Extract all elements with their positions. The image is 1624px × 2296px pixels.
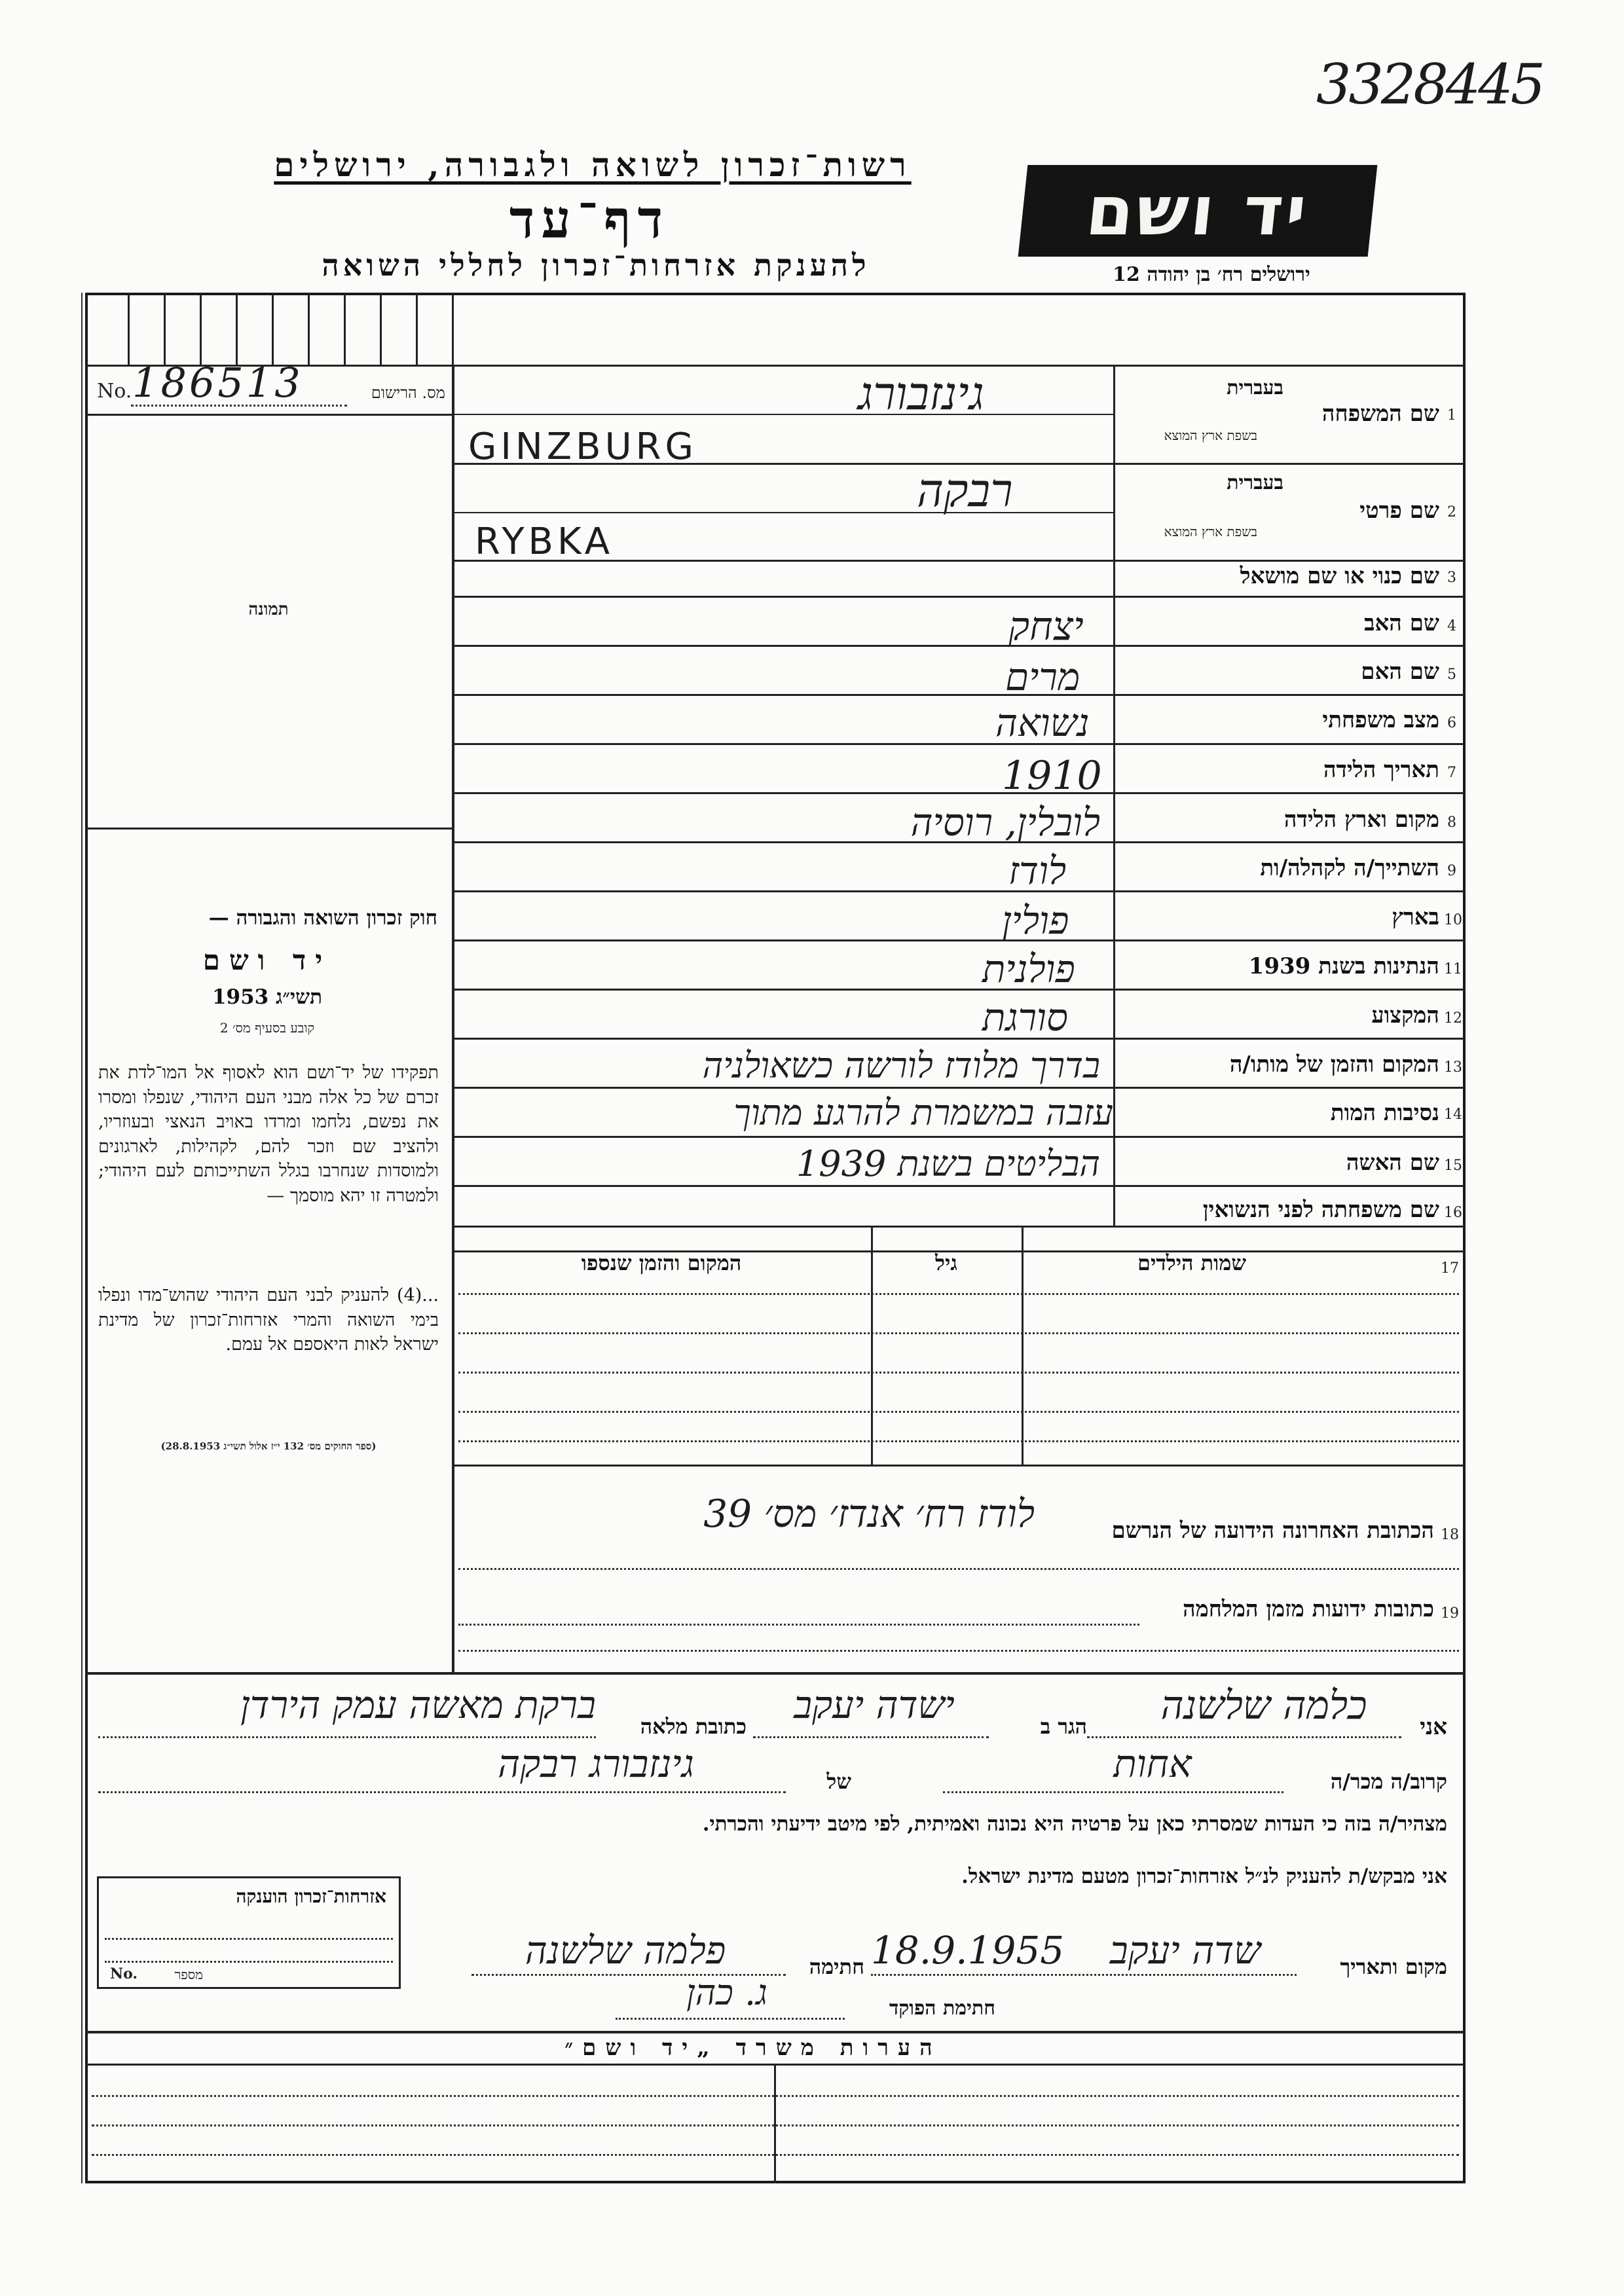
logo-text: יד ושם: [1082, 171, 1313, 251]
field-12-label: המקצוע: [1371, 1002, 1439, 1029]
field-8-number: 8: [1447, 814, 1456, 831]
authority-heading: רשות־זכרון לשואה ולגבורה, ירושלים: [274, 145, 912, 184]
photo-label: תמונה: [248, 600, 289, 619]
field-16-label: שם משפחתה לפני הנשואין: [1202, 1197, 1439, 1223]
decl-relative-label: קרוב/ה מכר/ה: [1330, 1769, 1447, 1794]
citizenship-number-label: מספר: [174, 1967, 203, 1982]
law-year: תשי״ג 1953: [212, 985, 323, 1009]
field-10-number: 10: [1444, 912, 1462, 928]
law-name: יד ושם: [202, 944, 332, 976]
field-18-label: הכתובת האחרונה הידועה של הנרשם: [1111, 1518, 1434, 1544]
field-9-number: 9: [1447, 863, 1456, 879]
field-7-number: 7: [1447, 765, 1456, 781]
field-3-number: 3: [1447, 570, 1456, 586]
form-title: דף־עד: [509, 189, 670, 250]
law-text-clause: ...(4) להעניק לבני העם היהודי שהוש־מדו ונפלו בימי השואה והמרי אזרחות־זכרון של מדינת ישראל לאות היאספם אל עמם.: [98, 1285, 439, 1355]
field-6-value: נשואה: [995, 701, 1090, 745]
field-11-number: 11: [1444, 961, 1462, 977]
decl-relative-value: אחות: [1113, 1741, 1192, 1786]
field-6-number: 6: [1447, 715, 1456, 731]
field-1-sub-hebrew: בעברית: [1227, 376, 1283, 399]
field-7-label: תאריך הלידה: [1323, 757, 1439, 783]
field-4-label: שם האב: [1364, 610, 1439, 636]
decl-resident-value: ישדה יעקב: [794, 1683, 955, 1727]
decl-address-value: ברקת מאשה עמק הירדן: [240, 1683, 596, 1727]
field-2-value-hebrew: רבקה: [917, 464, 1013, 517]
decl-officer-value: ג. כהן: [686, 1972, 767, 2013]
field-3-label: שם כנוי או שם מושאל: [1240, 563, 1439, 589]
citizenship-no-prefix: No.: [110, 1965, 138, 1982]
field-9-value: לודז: [1008, 848, 1067, 893]
field-5-label: שם האם: [1361, 659, 1439, 685]
field-2-number: 2: [1447, 504, 1456, 520]
field-10-label: בארץ: [1392, 904, 1439, 930]
field-5-value: מרים: [1005, 655, 1080, 699]
decl-signature-value: פלמה שלשנה: [525, 1928, 726, 1973]
office-notes-heading: הערות משרד „יד ושם״: [564, 2035, 942, 2061]
field-1-number: 1: [1447, 407, 1456, 424]
citizenship-title: אזרחות־זכרון הוענקה: [236, 1886, 386, 1907]
law-title: חוק זכרון השואה והגבורה —: [208, 906, 437, 930]
field-2-value-latin: RYBKA: [475, 520, 614, 563]
field-19-label: כתובות ידועות מזמן המלחמה: [1183, 1596, 1434, 1622]
field-15-number: 15: [1444, 1157, 1462, 1174]
field-1-value-latin: GINZBURG: [468, 426, 697, 468]
field-15-value: הבליטים בשנת 1939: [796, 1143, 1100, 1184]
decl-signature-label: חתימה: [809, 1954, 864, 1979]
field-7-value: 1910: [1002, 753, 1102, 799]
decl-officer-label: חתימת הפוקד: [889, 1997, 995, 2020]
field-11-value: פולנית: [982, 947, 1075, 991]
field-12-number: 12: [1444, 1010, 1462, 1027]
children-col-names: שמות הילדים: [1137, 1250, 1246, 1275]
field-13-number: 13: [1444, 1059, 1462, 1076]
field-15-label: שם האשה: [1346, 1150, 1439, 1176]
decl-ani-label: אני: [1420, 1714, 1447, 1740]
field-14-label: נסיבות המות: [1330, 1100, 1439, 1126]
law-text: תפקידו של יד־ושם הוא לאסוף אל המו־לדת את זכרם של כל אלה מבני העם היהודי, שנפלו ומסרו את נפשם, נלחמו ומרדו באויב הנאצי ובעוזריו, ולהציב שם וזכר להם, לקהילות, לארגונים ולמוסדות שנחרבו בגלל השתייכותם לעם היהודי; ולמטרה זו יהא מוסמך —: [98, 1063, 439, 1206]
field-14-number: 14: [1444, 1106, 1462, 1123]
field-6-label: מצב משפחתי: [1322, 707, 1439, 733]
form-subtitle: להענקת אזרחות־זכרון לחללי השואה: [322, 247, 870, 283]
decl-place-value: שדה יעקב: [1109, 1928, 1261, 1973]
registration-number: 186513: [132, 359, 303, 407]
field-1-sub-origin: בשפת ארץ המוצא: [1164, 428, 1257, 443]
field-18-value: לודז רח׳ אנדז׳ מס׳ 39: [703, 1491, 1035, 1536]
field-18-number: 18: [1441, 1527, 1459, 1543]
decl-of-value: גינזבורג רבקה: [498, 1741, 694, 1786]
children-col-place: המקום והזמן שנספו: [581, 1250, 742, 1275]
field-4-value: יצחק: [1008, 604, 1084, 649]
field-1-value-hebrew: גינזבורג: [858, 367, 984, 420]
field-2-sub-hebrew: בעברית: [1227, 471, 1283, 494]
field-17-number: 17: [1441, 1260, 1459, 1277]
field-14-value: עזבה במשמרת להרגע מתוך: [733, 1092, 1113, 1133]
field-5-number: 5: [1447, 666, 1456, 683]
field-10-value: פולין: [1002, 898, 1069, 943]
yad-vashem-logo: [1018, 165, 1378, 257]
registration-label: מס. הרישום: [371, 384, 445, 402]
archive-number: 3328445: [1316, 52, 1543, 117]
decl-address-label: כתובת מלאה: [640, 1714, 747, 1739]
field-1-label: שם המשפחה: [1321, 401, 1439, 427]
field-13-label: המקום והזמן של מותו/ה: [1229, 1051, 1439, 1078]
field-11-label: הנתינות בשנת 1939: [1248, 953, 1439, 979]
decl-place-date-label: מקום ותאריך: [1340, 1954, 1447, 1979]
field-8-value: לובלין, רוסיה: [910, 800, 1100, 845]
decl-request: אני מבקש/ת להעניק לנ״ל אזרחות־זכרון מטעם מדינת ישראל.: [961, 1865, 1447, 1888]
field-19-number: 19: [1441, 1605, 1459, 1622]
field-2-sub-origin: בשפת ארץ המוצא: [1164, 524, 1257, 539]
field-2-label: שם פרטי: [1359, 498, 1439, 524]
field-13-value: בדרך מלודז לורשה כשאולניה: [702, 1045, 1100, 1086]
header-address: ירושלים רח׳ בן יהודה 12: [1113, 263, 1310, 286]
decl-statement: מצהיר/ה בזה כי העדות שמסרתי כאן על פרטיה היא נכונה ואמיתית, לפי מיטב ידיעתי והכרתי.: [702, 1812, 1447, 1836]
children-col-age: גיל: [935, 1250, 957, 1275]
field-4-number: 4: [1447, 618, 1456, 634]
field-12-value: סורגת: [982, 995, 1068, 1040]
field-16-number: 16: [1444, 1205, 1462, 1221]
field-9-label: השתייך/ה לקהלה/ות: [1260, 855, 1439, 881]
field-8-label: מקום וארץ הלידה: [1283, 807, 1439, 833]
law-clause: קובע בסעיף מס׳ 2: [219, 1020, 315, 1036]
registration-no-prefix: No.: [97, 380, 132, 403]
decl-of-label: של: [826, 1769, 851, 1794]
decl-ani-value: כלמה שלשנה: [1160, 1683, 1367, 1728]
decl-date-value: 18.9.1955: [871, 1928, 1065, 1973]
decl-resident-label: הגר ב: [1040, 1714, 1087, 1739]
law-source: (ספר החוקים מס׳ 132 י״ז אלול תשי״ג 28.8.1953): [160, 1440, 377, 1452]
